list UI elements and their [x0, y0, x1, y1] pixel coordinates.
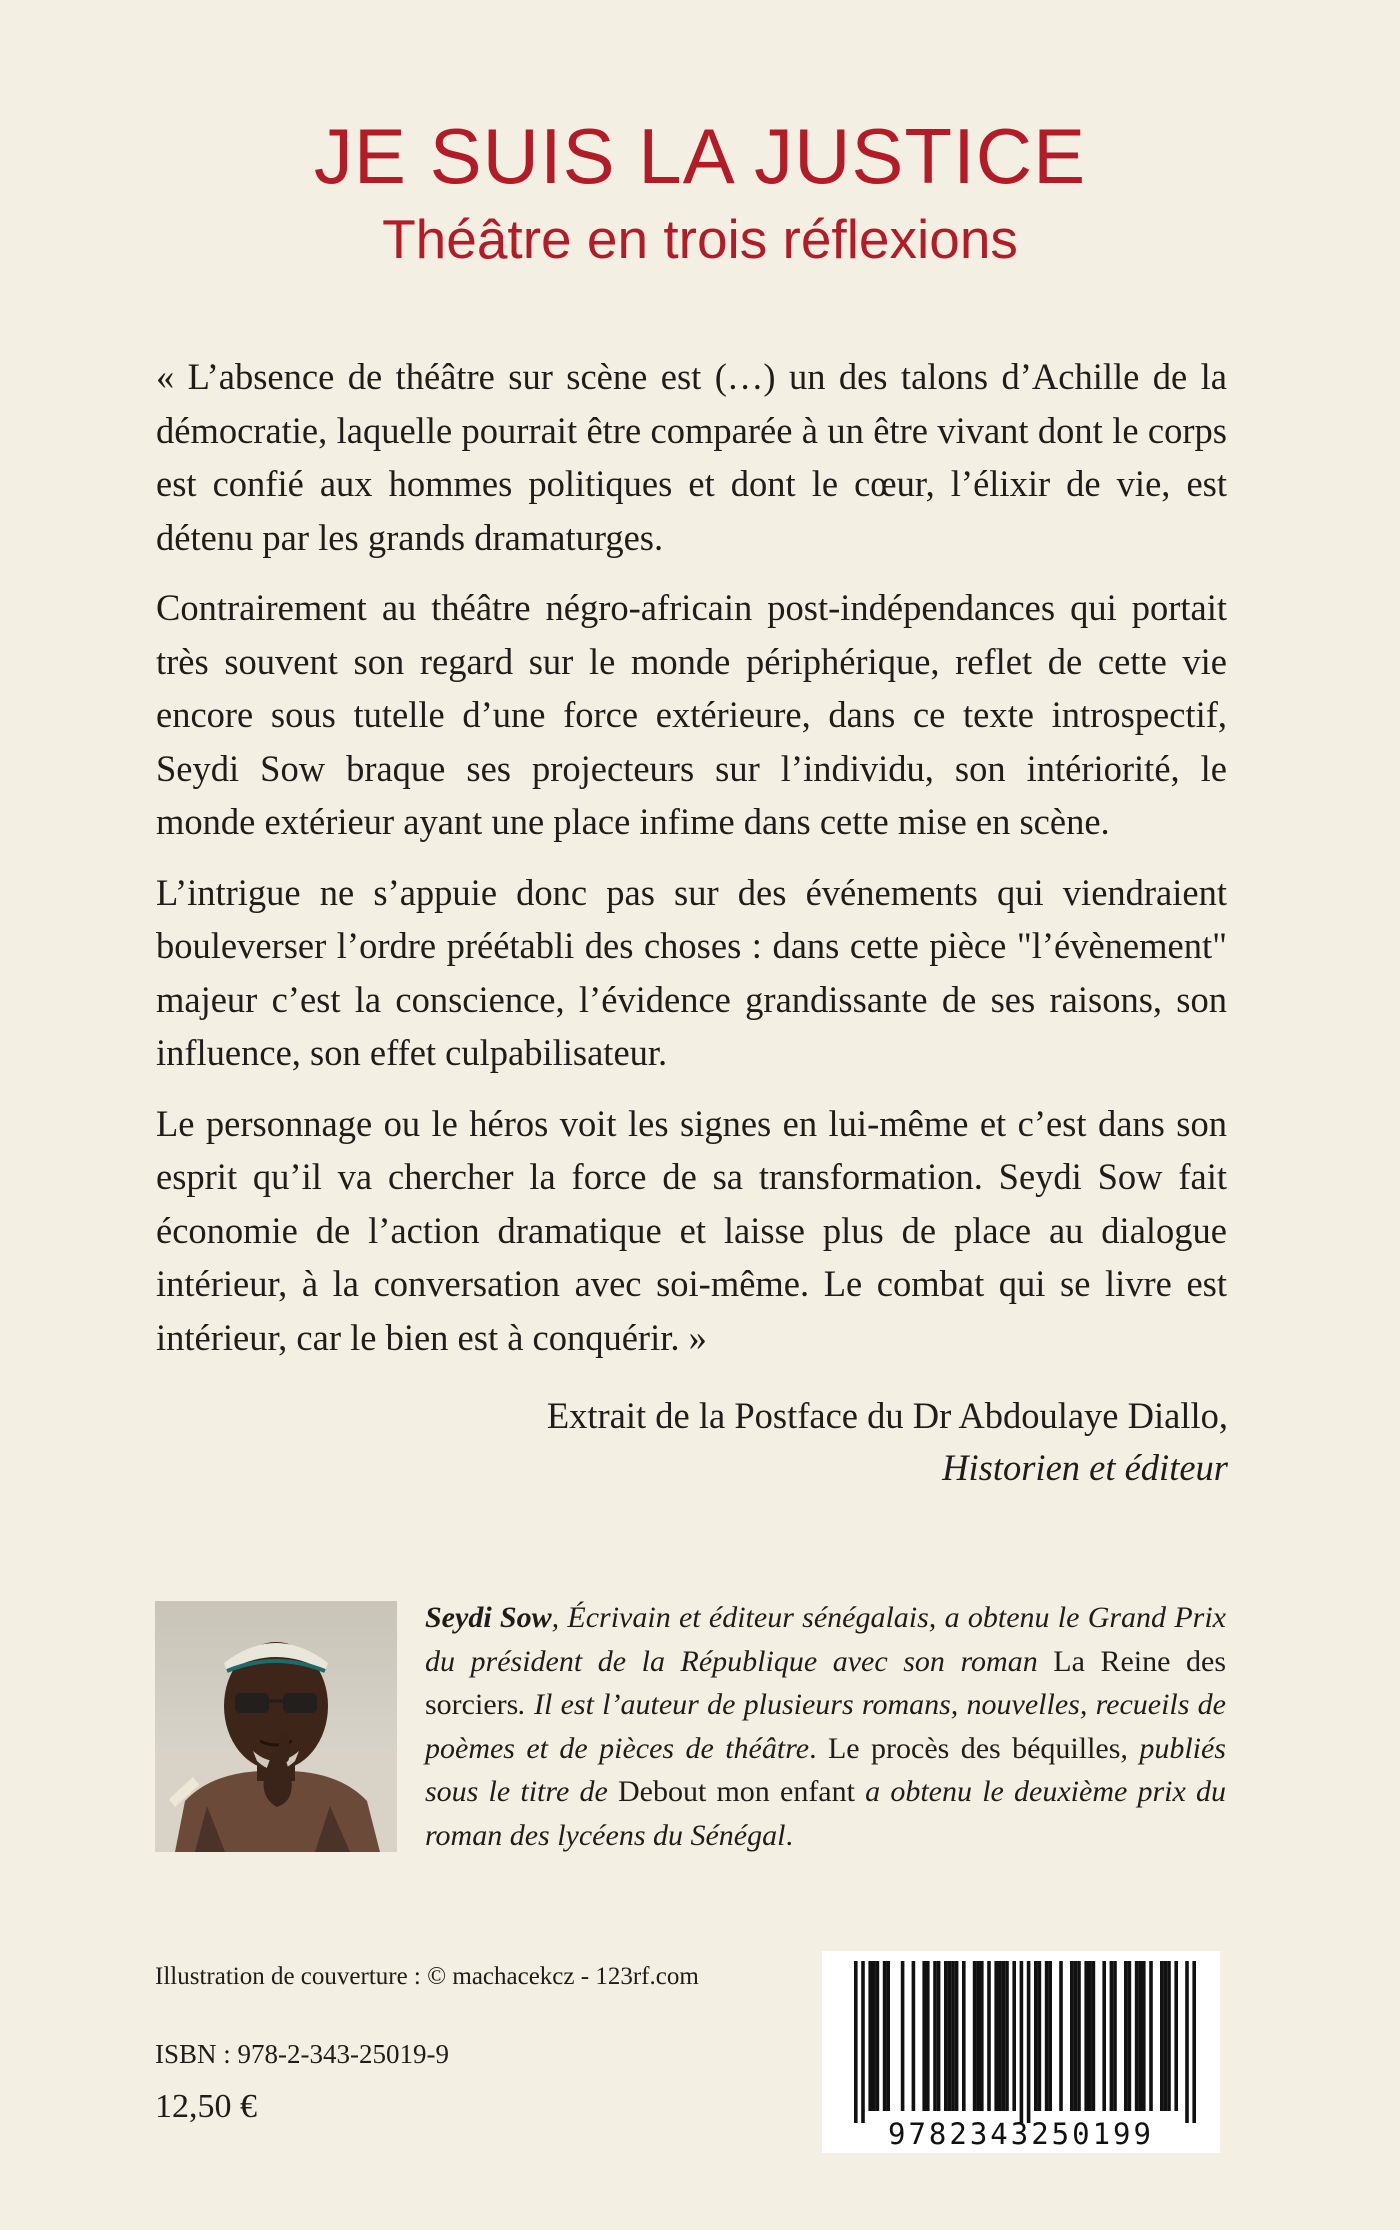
barcode-bar	[1045, 1961, 1049, 2111]
blurb-paragraph-3: L’intrigue ne s’appuie donc pas sur des événements qui viendraient bouleverser l’ordre préétabli des choses : dans cette pièce "l’évènement" majeur c’est la conscience, l’évidence grandissante de ses raisons, son influence, son effet culpabilisateur.	[156, 871, 1227, 1073]
barcode-bar	[1174, 1961, 1178, 2111]
barcode-bar	[926, 1961, 930, 2111]
barcode-bar	[1012, 1961, 1016, 2111]
barcode-bar	[937, 1961, 941, 2111]
attribution-role: Historien et éditeur	[942, 1447, 1228, 1488]
barcode-bar	[1092, 1961, 1096, 2111]
barcode-bar	[1164, 1961, 1168, 2111]
barcode-bar	[854, 1961, 858, 2123]
isbn: ISBN : 978-2-343-25019-9	[155, 2039, 449, 2069]
bio-text-3: .	[809, 1731, 828, 1765]
attribution-source: Extrait de la Postface du Dr Abdoulaye Diallo,	[546, 1395, 1228, 1436]
barcode-number: 9782343250199	[888, 2117, 1154, 2151]
bio-text-1: , Écrivain et éditeur sénégalais, a obtenu le Grand Prix du président de la République avec son roman	[425, 1601, 1226, 1678]
barcode-bar	[922, 1961, 926, 2111]
barcode-bar	[976, 1961, 980, 2111]
barcode-bar	[1167, 1961, 1171, 2111]
barcode-bar	[1077, 1961, 1081, 2111]
cover-header	[0, 108, 1400, 274]
barcode-bar	[980, 1961, 984, 2111]
barcode-bar	[998, 1961, 1002, 2111]
barcode-bar	[1088, 1961, 1092, 2111]
barcode-bar	[1102, 1961, 1106, 2111]
barcode-bar	[1084, 1961, 1088, 2111]
barcode-bar	[1020, 1961, 1024, 2123]
barcode-bar	[1034, 1961, 1038, 2111]
author-name: Seydi Sow	[425, 1601, 552, 1634]
barcode-bar	[948, 1961, 952, 2111]
barcode-bar	[933, 1961, 937, 2111]
barcode-bar	[1059, 1961, 1063, 2111]
barcode	[822, 1951, 1220, 2153]
bio-book-title-2: Le procès des béquilles	[827, 1731, 1121, 1765]
barcode-bar	[1138, 1961, 1142, 2111]
bio-book-title-3: Debout mon enfant	[617, 1775, 855, 1808]
barcode-bar	[1192, 1961, 1196, 2123]
barcode-bar	[861, 1961, 865, 2123]
blurb-paragraph-1: « L’absence de théâtre sur scène est (…) un des talons d’Achille de la démocratie, laquelle pourrait être comparée à un être vivant dont le corps est confié aux hommes politiques et dont le cœur, l’élixir de vie, est détenu par les grands dramaturges.	[156, 356, 1227, 558]
price: 12,50 €	[155, 2088, 257, 2125]
barcode-bar	[876, 1961, 880, 2111]
barcode-bar	[886, 1961, 890, 2111]
barcode-bar	[1005, 1961, 1009, 2111]
illustration-credit: Illustration de couverture : © machacekcz - 123rf.com	[155, 1963, 699, 1990]
book-title: JE SUIS LA JUSTICE	[313, 112, 1087, 200]
barcode-bar	[994, 1961, 998, 2111]
author-bio	[425, 1596, 1226, 1857]
blurb-paragraph-2: Contrairement au théâtre négro-africain post-indépendances qui portait très souvent son regard sur le monde périphérique, reflet de cette vie encore sous tutelle d’une force extérieure, dans ce texte introspectif, Seydi Sow braque ses projecteurs sur l’individu, son intériorité, le monde extérieur ayant une place infime dans cette mise en scène.	[156, 587, 1227, 842]
barcode-bar	[1110, 1961, 1114, 2111]
barcode-bar	[1128, 1961, 1132, 2111]
barcode-bar	[1160, 1961, 1164, 2111]
barcode-bar	[1027, 1961, 1031, 2123]
barcode-bar	[973, 1961, 977, 2111]
author-photo	[155, 1601, 397, 1852]
barcode-bar	[872, 1961, 876, 2111]
bio-text-4: , publiés sous le titre de	[425, 1731, 1226, 1808]
barcode-bar	[1185, 1961, 1189, 2123]
barcode-bar	[1142, 1961, 1146, 2111]
barcode-bar	[1048, 1961, 1052, 2111]
barcode-bar	[1135, 1961, 1139, 2111]
back-cover-blurb	[156, 350, 1227, 1381]
barcode-bar	[883, 1961, 887, 2111]
barcode-bar	[868, 1961, 872, 2111]
blurb-paragraph-4: Le personnage ou le héros voit les signes en lui-même et c’est dans son esprit qu’il va chercher la force de sa transformation. Seydi Sow fait économie de l’action dramatique et laisse plus de place au dialogue intérieur, à la conversation avec soi-même. Le combat qui se livre est intérieur, car le bien est à conquérir. »	[156, 1102, 1227, 1358]
bio-text-5: a obtenu le deuxième prix du roman des lycéens du Sénégal	[425, 1775, 1227, 1852]
barcode-bar	[901, 1961, 905, 2111]
barcode-bar	[944, 1961, 948, 2111]
barcode-bars	[822, 1951, 1220, 2153]
barcode-bar	[1113, 1961, 1117, 2111]
author-portrait-illustration	[155, 1601, 397, 1852]
barcode-bar	[1074, 1961, 1078, 2111]
barcode-bar	[951, 1961, 955, 2111]
barcode-bar	[912, 1961, 916, 2111]
barcode-bar	[1070, 1961, 1074, 2111]
attribution	[547, 1390, 1228, 1494]
book-subtitle: Théâtre en trois réflexions	[382, 208, 1018, 270]
barcode-bar	[1149, 1961, 1153, 2111]
barcode-bar	[1002, 1961, 1006, 2111]
bio-text-2: . Il est l’auteur de plusieurs romans, nouvelles, recueils de poèmes et de pièces de théâtre	[425, 1688, 1226, 1765]
barcode-bar	[1038, 1961, 1042, 2111]
barcode-bar	[1124, 1961, 1128, 2111]
barcode-bar	[987, 1961, 991, 2111]
barcode-bar	[962, 1961, 966, 2111]
bio-book-title-1: La Reine des sorciers	[425, 1644, 1226, 1721]
bio-text-6: .	[785, 1818, 793, 1852]
barcode-bar	[955, 1961, 959, 2111]
